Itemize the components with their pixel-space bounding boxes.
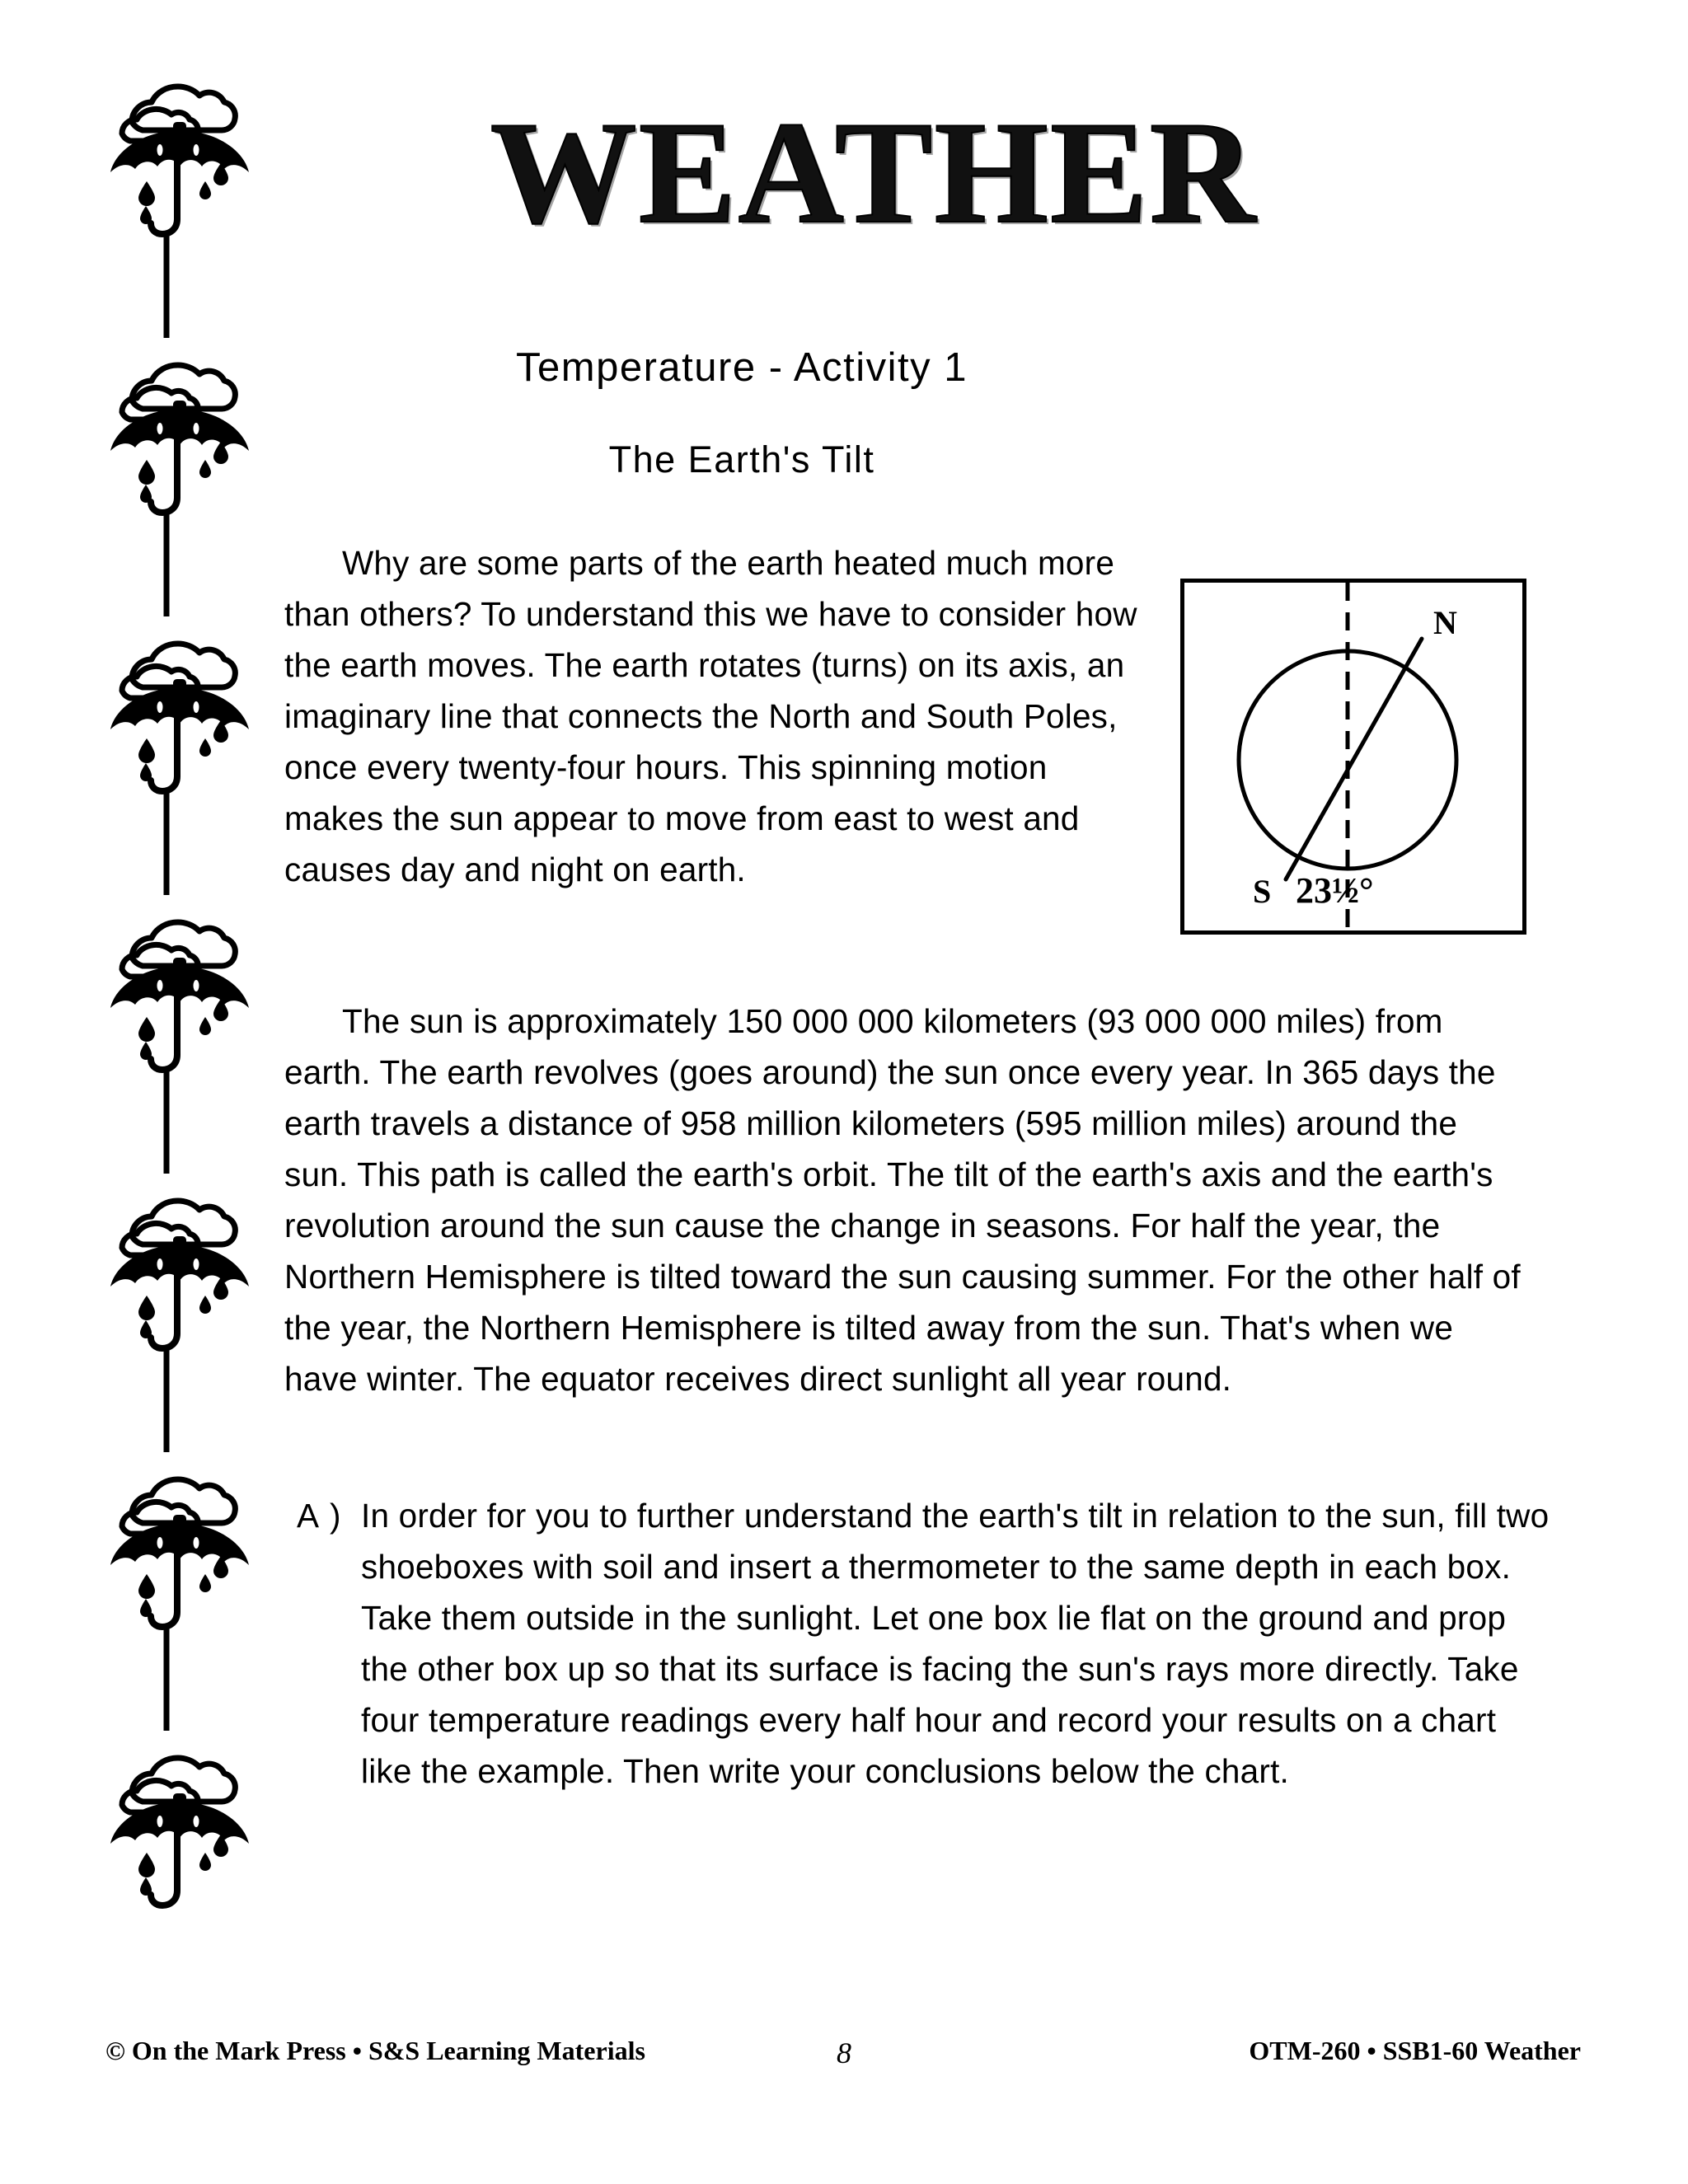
canopy-highlight-left xyxy=(157,144,163,156)
canopy-highlight-right xyxy=(194,423,199,434)
raindrop xyxy=(199,1853,211,1871)
paragraph-earth-rotation: Why are some parts of the earth heated much more than others? To understand this we have to consider how the earth moves. The earth rotates (turns) on its axis, an imaginary line that connects the North and South Poles, once every twenty-four hours. This spinning motion makes the sun appear to move from east to west and causes day and night on earth. xyxy=(284,544,1137,888)
canopy-highlight-left xyxy=(157,1258,163,1270)
raindrop xyxy=(140,1877,152,1896)
raindrop xyxy=(138,1574,155,1599)
activity-item-a xyxy=(297,1490,1550,1797)
umbrella-decoration xyxy=(99,336,256,616)
tilted-axis-line xyxy=(1286,639,1422,879)
title-block xyxy=(387,91,1360,254)
paragraph-sun-orbit-seasons: The sun is approximately 150 000 000 kilometers (93 000 000 miles) from earth. The earth revolves (goes around) the sun once every year. In 365 days the earth travels a distance of 958 million kilometers (595 million miles) around the sun. This path is called the earth's orbit. The tilt of the earth's axis and the earth's revolution around the sun cause the change in seasons. For half the year, the Northern Hemisphere is tilted toward the sun causing summer. For the other half of the year, the Northern Hemisphere is tilted away from the sun. That's when we have winter. The equator receives direct sunlight all year round. xyxy=(284,1002,1521,1398)
raindrop xyxy=(199,1017,211,1035)
raindrop xyxy=(140,763,152,781)
canopy-highlight-right xyxy=(194,980,199,991)
umbrella-icon xyxy=(99,893,256,1174)
canopy-highlight-left xyxy=(157,980,163,991)
activity-instructions-a: In order for you to further understand the earth's tilt in relation to the sun, fill two shoeboxes with soil and insert a thermometer to the same depth in each box. Take them outside in the sunlight. Let one box lie flat on the ground and prop the other box up so that its surface is facing the sun's rays more directly. Take four temperature readings every half hour and record your results on a chart like the example. Then write your conclusions below the chart. xyxy=(361,1497,1550,1790)
raindrop xyxy=(138,1853,155,1877)
raindrop xyxy=(138,460,155,485)
raindrop xyxy=(199,460,211,478)
activity-subtitle: Temperature - Activity 1 xyxy=(516,345,968,390)
label-north: N xyxy=(1433,604,1457,641)
umbrella-icon xyxy=(99,58,256,338)
raindrop xyxy=(140,485,152,503)
umbrella-icon xyxy=(99,336,256,616)
canopy-highlight-right xyxy=(194,1537,199,1549)
label-south: S xyxy=(1253,873,1272,910)
umbrella-decoration xyxy=(99,1172,256,1452)
raindrop xyxy=(199,1574,211,1592)
canopy-highlight-left xyxy=(157,423,163,434)
raindrop xyxy=(140,1042,152,1060)
earth-tilt-diagram xyxy=(1180,579,1526,935)
raindrop xyxy=(138,1296,155,1320)
umbrella-decoration-column xyxy=(99,58,256,2019)
label-tilt-angle: 23½° xyxy=(1296,870,1374,911)
canopy-highlight-left xyxy=(157,1816,163,1827)
section-heading: The Earth's Tilt xyxy=(608,438,875,480)
footer-publisher: © On the Mark Press • S&S Learning Materials xyxy=(106,2036,645,2065)
canopy-highlight-right xyxy=(194,1816,199,1827)
umbrella-decoration xyxy=(99,1451,256,1731)
raindrop xyxy=(199,181,211,199)
earth-tilt-svg xyxy=(1184,583,1522,930)
activity-marker-a: A ) xyxy=(297,1497,343,1535)
umbrella-decoration xyxy=(99,1729,256,2009)
raindrop xyxy=(138,738,155,763)
umbrella-decoration xyxy=(99,615,256,895)
page-footer xyxy=(0,2036,1688,2085)
canopy-highlight-right xyxy=(194,701,199,713)
umbrella-icon xyxy=(99,1451,256,1731)
umbrella-icon xyxy=(99,1729,256,2009)
canopy-highlight-right xyxy=(194,144,199,156)
umbrella-decoration xyxy=(99,58,256,338)
raindrop xyxy=(140,1599,152,1617)
umbrella-decoration xyxy=(99,893,256,1174)
raindrop xyxy=(138,1017,155,1042)
canopy-highlight-left xyxy=(157,701,163,713)
page-title: WEATHER xyxy=(490,91,1258,254)
raindrop xyxy=(138,181,155,206)
raindrop xyxy=(199,738,211,757)
umbrella-icon xyxy=(99,615,256,895)
footer-page-number: 8 xyxy=(837,2036,851,2069)
canopy-highlight-right xyxy=(194,1258,199,1270)
canopy-highlight-left xyxy=(157,1537,163,1549)
raindrop xyxy=(199,1296,211,1314)
footer-product-code: OTM-260 • SSB1-60 Weather xyxy=(1249,2036,1581,2065)
raindrop xyxy=(140,1320,152,1338)
raindrop xyxy=(140,206,152,224)
umbrella-icon xyxy=(99,1172,256,1452)
